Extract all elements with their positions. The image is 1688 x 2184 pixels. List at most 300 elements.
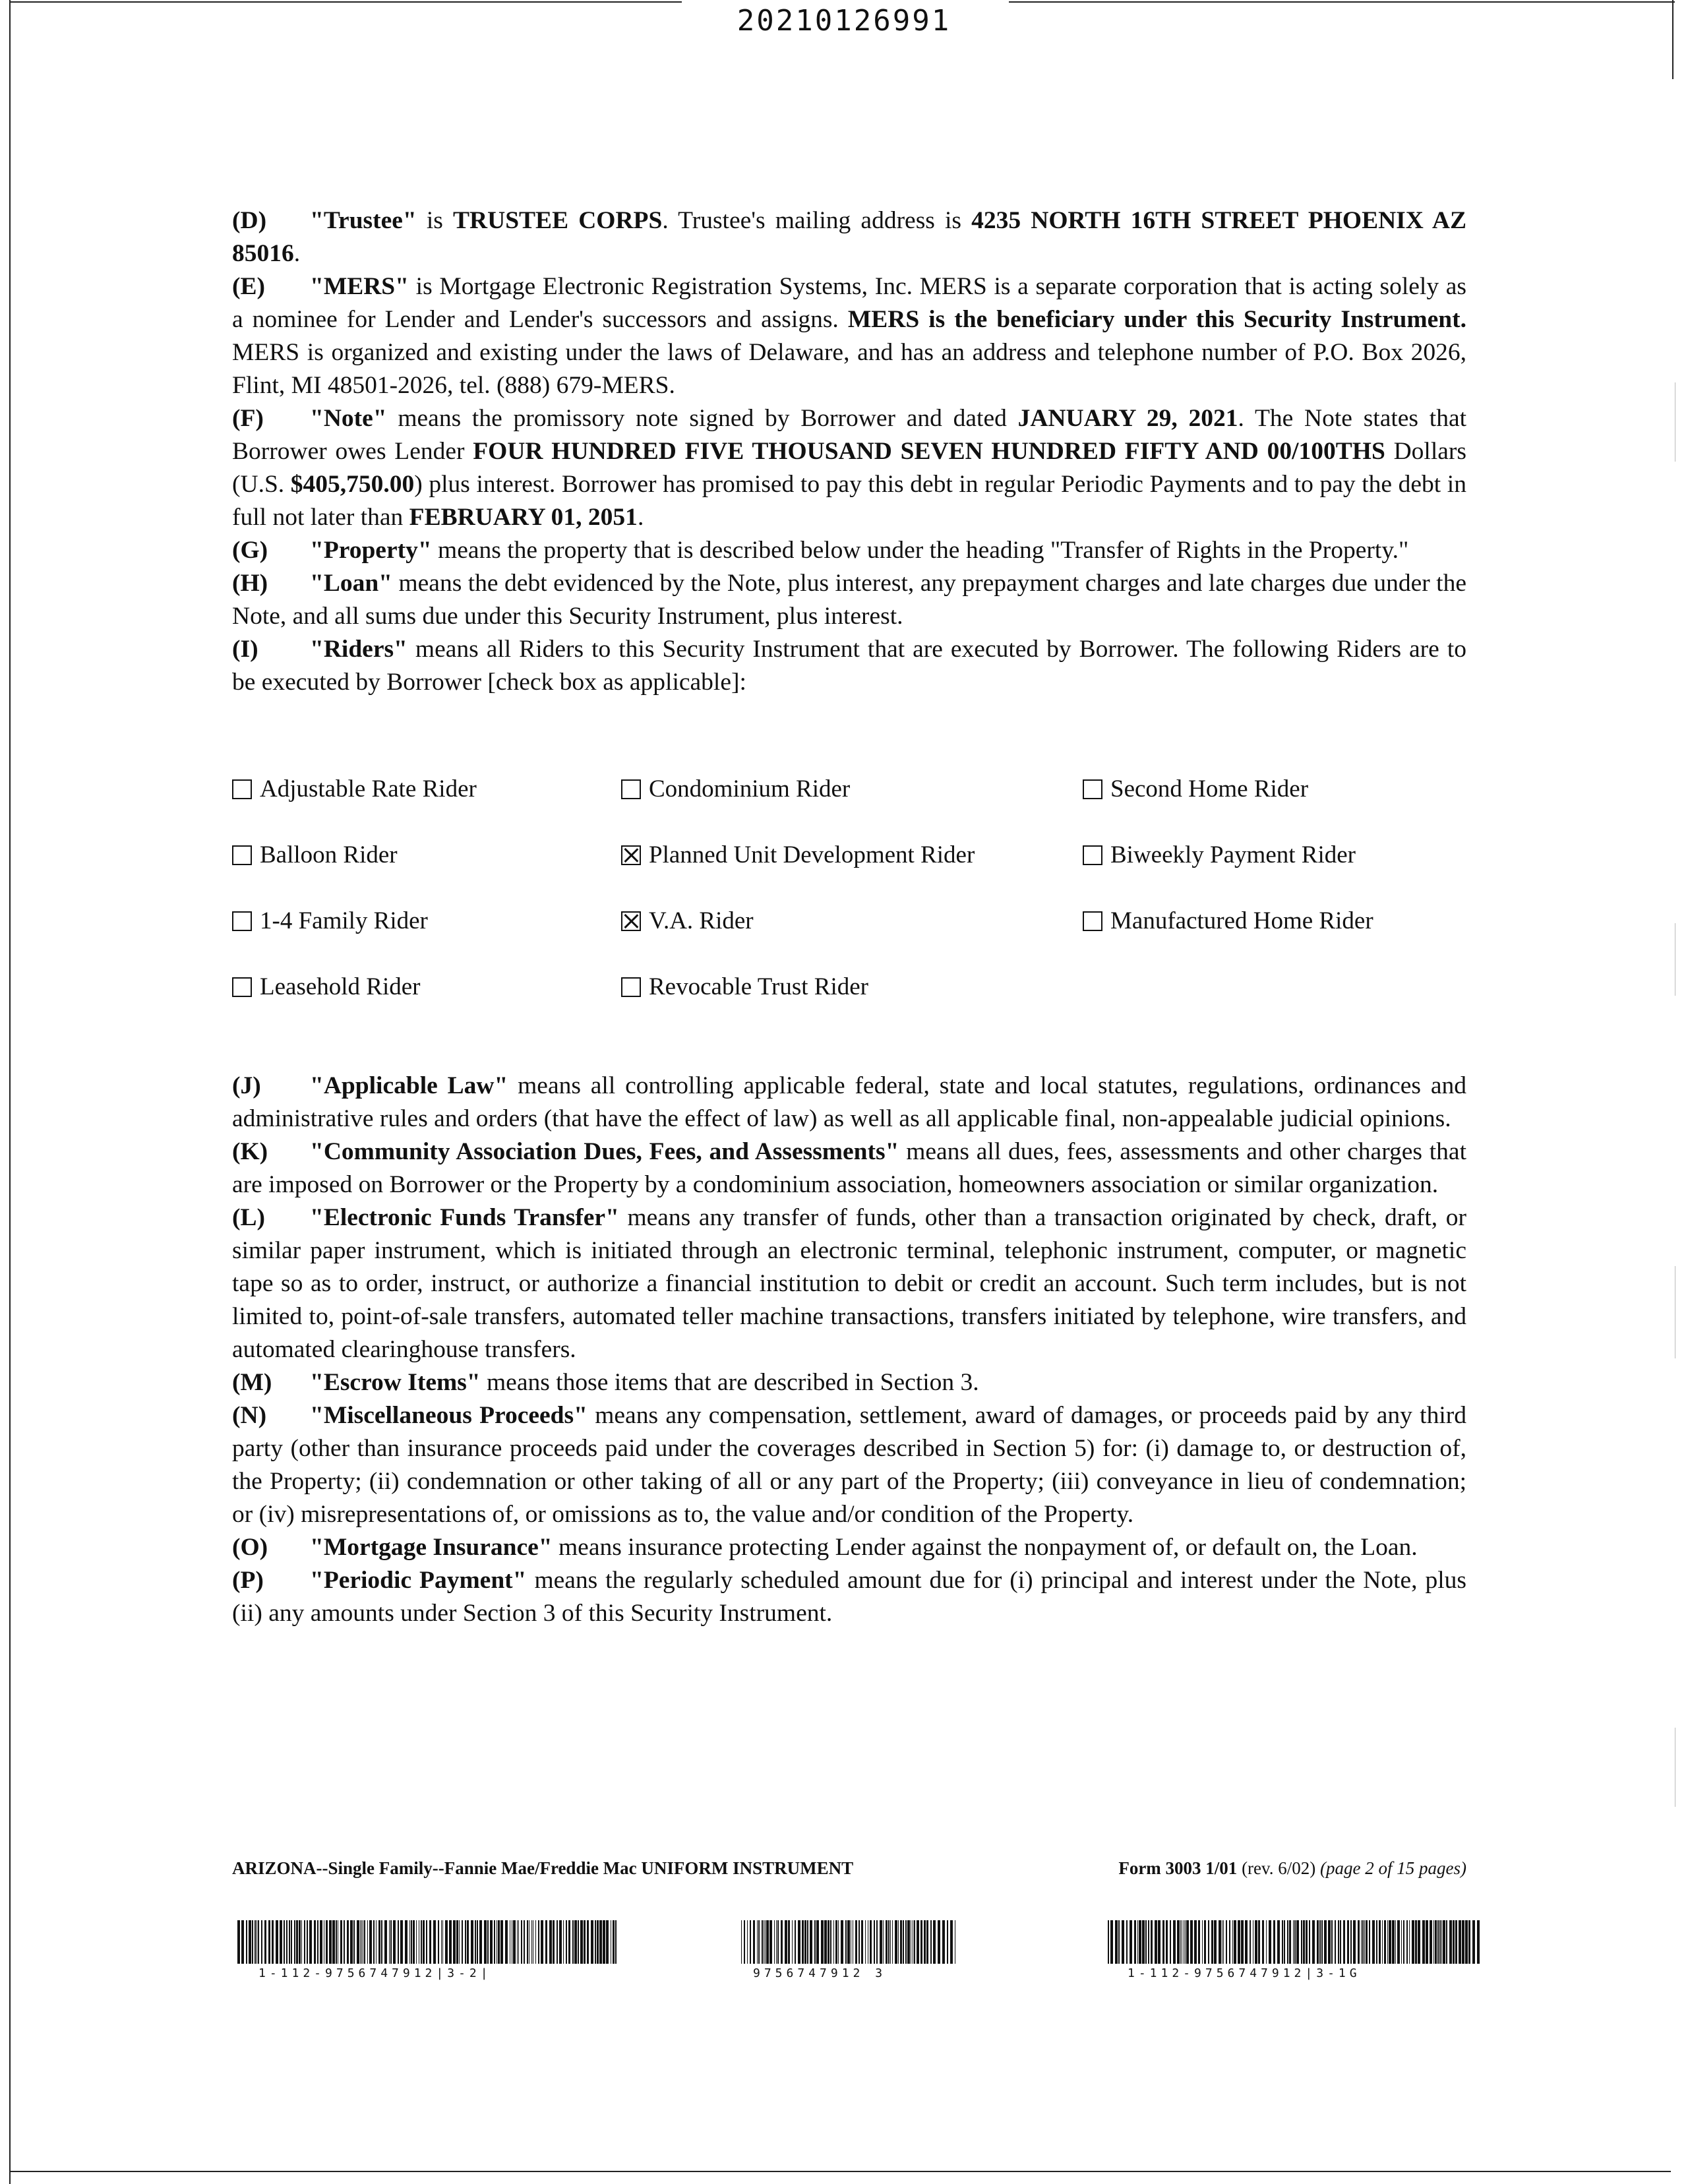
barcode-bar	[475, 1920, 476, 1964]
barcode-center-label: 9756747912 3	[753, 1966, 887, 1980]
barcode-bar	[1415, 1920, 1417, 1964]
barcode-bar	[1353, 1920, 1356, 1964]
definition-emphasis: "Mortgage Insurance"	[310, 1534, 553, 1561]
empty-checkbox-icon	[232, 911, 252, 931]
definition-emphasis: TRUSTEE CORPS	[453, 207, 663, 234]
barcode-bar	[603, 1920, 605, 1964]
barcode-bar	[462, 1920, 463, 1964]
barcode-bar	[1273, 1920, 1275, 1964]
barcode-bar	[1319, 1920, 1321, 1964]
page-border	[9, 1, 682, 3]
barcode-bar	[378, 1920, 380, 1964]
barcode-bar	[1126, 1920, 1128, 1964]
definition-text: means any transfer of funds, other than a transaction originated by check, draft, or similar paper instrument, which is initiated through an electronic terminal, telephonic instrument, computer, or magnetic tape so as to order, instruct, or authorize a financial institution to debit or credit an account. Such term includes, but is not limited to, point-of-sale transfers, automated teller machine transactions, transfers initiated by telephone, wire transfers, and automated clearinghouse transfers.	[232, 1204, 1466, 1363]
barcode-bar	[1358, 1920, 1360, 1964]
barcode-bar	[416, 1920, 417, 1964]
barcode-bar	[1312, 1920, 1315, 1964]
barcode-bar	[1301, 1920, 1302, 1964]
barcode-bar	[1241, 1920, 1244, 1964]
barcode-bar	[361, 1920, 362, 1964]
definition-text: means all Riders to this Security Instrument that are executed by Borrower. The following Riders are to be executed by Borrower [check box as applicable]:	[232, 636, 1466, 696]
barcode-bar	[1433, 1920, 1434, 1964]
barcode-bar	[1151, 1920, 1153, 1964]
barcode-bar	[1347, 1920, 1349, 1964]
rider-label: Balloon Rider	[260, 841, 398, 868]
barcode-bar	[367, 1920, 368, 1964]
barcode-bar	[1262, 1920, 1264, 1964]
barcode-bar	[1269, 1920, 1271, 1964]
barcode-bar	[429, 1920, 431, 1964]
barcode-bar	[584, 1920, 586, 1964]
barcode-bar	[1453, 1920, 1455, 1964]
barcode-right	[1108, 1920, 1484, 1964]
barcode-bar	[477, 1920, 478, 1964]
barcode-bar	[1130, 1920, 1132, 1964]
barcode-bar	[1418, 1920, 1420, 1964]
barcode-bar	[876, 1920, 878, 1964]
barcode-bar	[456, 1920, 458, 1964]
barcode-bar	[465, 1920, 466, 1964]
barcode-bar	[258, 1920, 259, 1964]
barcode-bar	[304, 1920, 305, 1964]
barcode-bar	[438, 1920, 439, 1964]
barcode-bar	[264, 1920, 266, 1964]
barcode-bar	[249, 1920, 251, 1964]
barcode-bar	[798, 1920, 800, 1964]
footer-revision: (rev. 6/02)	[1242, 1858, 1316, 1878]
barcode-bar	[360, 1920, 361, 1964]
definition-label: (G)	[232, 537, 268, 564]
rider-option	[1083, 905, 1485, 938]
barcode-bar	[1321, 1920, 1323, 1964]
barcode-bar	[1384, 1920, 1386, 1964]
barcode-bar	[1317, 1920, 1319, 1964]
definition-label: (N)	[232, 1402, 267, 1429]
definition-emphasis: 4235 NORTH 16TH STREET PHOENIX AZ 85016	[232, 207, 1466, 267]
barcode-bar	[1277, 1920, 1280, 1964]
barcode-bar	[924, 1920, 926, 1964]
barcode-bar	[578, 1920, 579, 1964]
barcode-bar	[261, 1920, 262, 1964]
barcode-bar	[252, 1920, 253, 1964]
barcode-bar	[950, 1920, 953, 1964]
barcode-bar	[1198, 1920, 1200, 1964]
barcode-bar	[1382, 1920, 1383, 1964]
barcode-bar	[291, 1920, 292, 1964]
barcode-bar	[467, 1920, 469, 1964]
definition-paragraph	[232, 1201, 1466, 1366]
definition-emphasis: "MERS"	[310, 273, 409, 300]
barcode-bar	[1364, 1920, 1365, 1964]
barcode-bar	[1122, 1920, 1124, 1964]
barcode-bar	[595, 1920, 596, 1964]
barcode-bar	[1142, 1920, 1145, 1964]
definition-emphasis: "Loan"	[310, 570, 393, 597]
barcode-bar	[294, 1920, 295, 1964]
riders-checklist	[232, 773, 1485, 1004]
barcode-bar	[1387, 1920, 1388, 1964]
barcode-bar	[774, 1920, 775, 1964]
barcode-bar	[580, 1920, 583, 1964]
empty-checkbox-icon	[621, 779, 641, 799]
barcode-bar	[861, 1920, 863, 1964]
rider-label: Revocable Trust Rider	[649, 973, 868, 1000]
empty-checkbox-icon	[232, 977, 252, 997]
definition-paragraph	[232, 567, 1466, 633]
barcode-bar	[1115, 1920, 1118, 1964]
barcode-bar	[531, 1920, 532, 1964]
barcode-bar	[900, 1920, 902, 1964]
rider-label: Planned Unit Development Rider	[649, 841, 975, 868]
barcode-bar	[1422, 1920, 1425, 1964]
rider-label: Adjustable Rate Rider	[260, 775, 477, 803]
barcode-bar	[824, 1920, 827, 1964]
footer-instrument-title: ARIZONA--Single Family--Fannie Mae/Freddie Mac UNIFORM INSTRUMENT	[232, 1858, 854, 1878]
barcode-bar	[505, 1920, 508, 1964]
footer-form-number: Form 3003 1/01	[1118, 1858, 1238, 1878]
definition-text: means the property that is described below under the heading "Transfer of Rights in the Property."	[431, 537, 1409, 564]
barcode-bar	[1190, 1920, 1193, 1964]
barcode-bar	[1294, 1920, 1296, 1964]
barcode-bar	[441, 1920, 442, 1964]
barcode-bar	[591, 1920, 593, 1964]
barcode-bar	[317, 1920, 318, 1964]
barcode-bar	[1245, 1920, 1248, 1964]
definition-text: . Trustee's mailing address is	[662, 207, 972, 234]
barcode-bar	[821, 1920, 824, 1964]
definition-text: means the regularly scheduled amount due for (i) principal and interest under the Note, plus (ii) any amounts under Section 3 of this Security Instrument.	[232, 1567, 1466, 1627]
definition-text: means those items that are described in Section 3.	[480, 1369, 979, 1396]
empty-checkbox-icon	[232, 779, 252, 799]
definition-text: ) plus interest. Borrower has promised to pay this debt in regular Periodic Payments and to pay the debt in full not later than	[232, 471, 1466, 531]
definition-emphasis: JANUARY 29, 2021	[1017, 405, 1238, 432]
definition-paragraph	[232, 204, 1466, 270]
barcode-bar	[400, 1920, 403, 1964]
barcode-bar	[494, 1920, 495, 1964]
barcode-bar	[272, 1920, 274, 1964]
barcode-bar	[405, 1920, 407, 1964]
barcode-bar	[409, 1920, 410, 1964]
rider-option	[621, 839, 1083, 872]
barcode-bar	[859, 1920, 860, 1964]
rider-label: 1-4 Family Rider	[260, 907, 428, 934]
barcode-bar	[353, 1920, 355, 1964]
barcode-bar	[1361, 1920, 1362, 1964]
barcode-bar	[1194, 1920, 1197, 1964]
definition-label: (F)	[232, 405, 264, 432]
barcode-bar	[284, 1920, 285, 1964]
barcode-bar	[1180, 1920, 1181, 1964]
definition-emphasis: "Electronic Funds Transfer"	[310, 1204, 619, 1231]
definition-paragraph	[232, 1136, 1466, 1201]
barcode-bar	[828, 1920, 829, 1964]
barcode-bar	[1287, 1920, 1288, 1964]
barcode-bar	[344, 1920, 345, 1964]
barcode-bar	[807, 1920, 808, 1964]
barcode-bar	[241, 1920, 244, 1964]
barcode-bar	[1293, 1920, 1294, 1964]
rider-option	[232, 971, 621, 1004]
barcode-bar	[1389, 1920, 1391, 1964]
barcode-bar	[471, 1920, 473, 1964]
barcode-bar	[1465, 1920, 1468, 1964]
barcode-bar	[518, 1920, 519, 1964]
barcode-bar	[835, 1920, 837, 1964]
barcode-bar	[381, 1920, 382, 1964]
rider-option	[232, 839, 621, 872]
rider-option	[232, 905, 621, 938]
barcode-bar	[1459, 1920, 1461, 1964]
barcode-bar	[1219, 1920, 1221, 1964]
definition-emphasis: "Applicable Law"	[310, 1072, 508, 1099]
definition-emphasis: FOUR HUNDRED FIVE THOUSAND SEVEN HUNDRED FIFTY AND 00/100THS	[473, 438, 1385, 465]
barcode-bar	[563, 1920, 564, 1964]
barcode-bar	[814, 1920, 816, 1964]
definition-paragraph	[232, 633, 1466, 699]
barcode-right-label: 1-112-9756747912|3-1G	[1128, 1966, 1361, 1980]
barcode-bar	[479, 1920, 482, 1964]
barcode-bar	[421, 1920, 422, 1964]
barcode-bar	[1185, 1920, 1186, 1964]
barcode-bar	[753, 1920, 755, 1964]
barcode-bar	[1118, 1920, 1120, 1964]
barcode-bar	[336, 1920, 337, 1964]
definition-emphasis: "Community Association Dues, Fees, and Assessments"	[310, 1138, 899, 1165]
definition-emphasis: "Escrow Items"	[310, 1369, 481, 1396]
definition-paragraph	[232, 1366, 1466, 1399]
barcode-bar	[545, 1920, 547, 1964]
barcode-bar	[1208, 1920, 1209, 1964]
page-border	[9, 2171, 1671, 2172]
definition-text: is	[416, 207, 454, 234]
barcode-bar	[398, 1920, 399, 1964]
definition-emphasis: $405,750.00	[290, 471, 415, 498]
barcode-left-label: 1-112-9756747912|3-2|	[258, 1966, 492, 1980]
definition-text: is Mortgage Electronic Registration Systems, Inc. MERS is a separate corporation that is acting solely as a nominee for Lender and Lender's successors and assigns.	[232, 273, 1466, 333]
barcode-bar	[280, 1920, 282, 1964]
barcode-bar	[1395, 1920, 1396, 1964]
barcode-bar	[1441, 1920, 1442, 1964]
rider-option	[621, 905, 1083, 938]
barcode-bar	[597, 1920, 599, 1964]
definition-paragraph	[232, 534, 1466, 567]
barcode-bar	[1266, 1920, 1267, 1964]
barcode-bar	[1446, 1920, 1447, 1964]
barcode-bar	[615, 1920, 617, 1964]
barcode-bar	[553, 1920, 555, 1964]
barcode-bar	[426, 1920, 427, 1964]
rider-label: Leasehold Rider	[260, 973, 421, 1000]
barcode-bar	[289, 1920, 290, 1964]
definition-emphasis: "Miscellaneous Proceeds"	[310, 1402, 588, 1429]
barcode-bar	[750, 1920, 751, 1964]
barcode-bar	[373, 1920, 375, 1964]
barcode-bar	[1137, 1920, 1138, 1964]
barcode-bar	[1426, 1920, 1428, 1964]
barcode-bar	[830, 1920, 831, 1964]
barcode-bar	[587, 1920, 589, 1964]
barcode-bar	[538, 1920, 539, 1964]
barcode-bar	[1331, 1920, 1333, 1964]
barcode-bar	[393, 1920, 396, 1964]
barcode-bar	[907, 1920, 910, 1964]
empty-checkbox-icon	[1083, 911, 1102, 931]
barcode-bar	[1170, 1920, 1171, 1964]
barcode-bar	[326, 1920, 328, 1964]
barcode-bar	[1328, 1920, 1331, 1964]
barcode-bar	[314, 1920, 316, 1964]
barcode-bar	[1214, 1920, 1217, 1964]
definition-label: (K)	[232, 1138, 268, 1165]
rider-option	[1083, 839, 1485, 872]
barcode-bar	[870, 1920, 872, 1964]
barcode-bar	[920, 1920, 922, 1964]
barcode-bar	[804, 1920, 806, 1964]
barcode-bar	[1468, 1920, 1470, 1964]
definition-emphasis: "Note"	[310, 405, 387, 432]
rider-option	[232, 773, 621, 806]
barcode-bar	[1403, 1920, 1404, 1964]
barcode-bar	[255, 1920, 256, 1964]
barcode-bar	[888, 1920, 889, 1964]
barcode-bar	[347, 1920, 349, 1964]
barcode-bar	[500, 1920, 503, 1964]
definition-emphasis: "Property"	[310, 537, 432, 564]
barcode-bar	[845, 1920, 847, 1964]
definition-text: MERS is organized and existing under the laws of Delaware, and has an address and telephone number of P.O. Box 2026, Flint, MI 48501-2026, tel. (888) 679-MERS.	[232, 339, 1466, 399]
barcode-bar	[744, 1920, 745, 1964]
barcode-bar	[376, 1920, 377, 1964]
barcode-bar	[1439, 1920, 1441, 1964]
empty-checkbox-icon	[1083, 845, 1102, 865]
page-border	[9, 0, 11, 2184]
barcode-bar	[1472, 1920, 1475, 1964]
rider-option	[1083, 773, 1485, 806]
barcode-bar	[942, 1920, 945, 1964]
barcode-bar	[1258, 1920, 1260, 1964]
definition-paragraph	[232, 1564, 1466, 1630]
definition-label: (M)	[232, 1369, 272, 1396]
barcode-bar	[309, 1920, 312, 1964]
barcode-bar	[1369, 1920, 1370, 1964]
barcode-bar	[886, 1920, 888, 1964]
barcode-bar	[390, 1920, 392, 1964]
barcode-bar	[1303, 1920, 1305, 1964]
barcode-bar	[411, 1920, 412, 1964]
barcode-bar	[905, 1920, 907, 1964]
barcode-bar	[357, 1920, 359, 1964]
barcode-bar	[423, 1920, 425, 1964]
barcode-bar	[320, 1920, 322, 1964]
definition-label: (P)	[232, 1567, 264, 1594]
barcode-bar	[1202, 1920, 1203, 1964]
barcode-bar	[524, 1920, 525, 1964]
barcode-bar	[527, 1920, 528, 1964]
barcode-bar	[1455, 1920, 1457, 1964]
barcode-bar	[1296, 1920, 1299, 1964]
barcode-bar	[895, 1920, 897, 1964]
form-footer	[232, 1858, 1466, 1879]
barcode-bar	[268, 1920, 270, 1964]
barcode-bar	[1166, 1920, 1168, 1964]
barcode-bar	[442, 1920, 443, 1964]
barcode-bar	[513, 1920, 516, 1964]
barcode-bar	[246, 1920, 247, 1964]
barcode-bar	[296, 1920, 298, 1964]
barcode-bar	[917, 1920, 919, 1964]
barcode-bar	[1223, 1920, 1224, 1964]
barcode-bar	[541, 1920, 543, 1964]
barcode-bar	[757, 1920, 758, 1964]
barcode-bar	[890, 1920, 891, 1964]
barcode-bar	[1412, 1920, 1414, 1964]
barcode-bar	[1392, 1920, 1395, 1964]
barcode-bar	[1204, 1920, 1206, 1964]
barcode-bar	[487, 1920, 489, 1964]
barcode-bar	[898, 1920, 899, 1964]
definition-emphasis: MERS is the beneficiary under this Security Instrument.	[847, 306, 1466, 333]
barcode-bar	[947, 1920, 948, 1964]
definitions-part-2	[232, 1070, 1466, 1630]
definition-text: . The Note states that Borrower owes Lender	[232, 405, 1467, 465]
barcode-bar	[1324, 1920, 1327, 1964]
rider-label: V.A. Rider	[649, 907, 754, 934]
barcode-bar	[933, 1920, 936, 1964]
definition-text: .	[637, 504, 644, 531]
barcode-bar	[1177, 1920, 1180, 1964]
barcode-bar	[1229, 1920, 1230, 1964]
barcode-bar	[1284, 1920, 1285, 1964]
barcode-bar	[237, 1920, 240, 1964]
barcode-bar	[286, 1920, 287, 1964]
barcode-bar	[785, 1920, 787, 1964]
definition-text: means any compensation, settlement, award of damages, or proceeds paid by any third party (other than insurance proceeds paid under the coverages described in Section 5) for: (i) damage to, or destruction of, the Property; (ii) condemnation or other taking of all or any part of the Property; (iii) conveyance in lieu of condemnation; or (iv) misrepresentations of, or omissions as to, the value and/or condition of the Property.	[232, 1402, 1466, 1528]
barcode-bar	[1435, 1920, 1437, 1964]
empty-checkbox-icon	[1083, 779, 1102, 799]
barcode-bar	[1430, 1920, 1432, 1964]
barcode-bar	[747, 1920, 748, 1964]
definition-text: means the promissory note signed by Borrower and dated	[386, 405, 1018, 432]
barcode-bar	[484, 1920, 487, 1964]
barcode-bar	[883, 1920, 884, 1964]
barcode-bar	[855, 1920, 857, 1964]
barcode-bar	[433, 1920, 436, 1964]
barcode-bar	[340, 1920, 342, 1964]
footer-page-number: (page 2 of 15 pages)	[1320, 1858, 1466, 1878]
definition-text: means the debt evidenced by the Note, plus interest, any prepayment charges and late charges due under the Note, and all sums due under this Security Instrument, plus interest.	[232, 570, 1466, 630]
barcode-bar	[1409, 1920, 1410, 1964]
barcode-bar	[1234, 1920, 1236, 1964]
barcode-bar	[1462, 1920, 1464, 1964]
barcode-bar	[1406, 1920, 1408, 1964]
barcode-bar	[276, 1920, 278, 1964]
barcode-bar	[892, 1920, 893, 1964]
barcode-bar	[369, 1920, 372, 1964]
barcode-bar	[1238, 1920, 1240, 1964]
barcode-bar	[445, 1920, 448, 1964]
barcode-bar	[1362, 1920, 1364, 1964]
empty-checkbox-icon	[621, 977, 641, 997]
barcode-left	[237, 1920, 620, 1964]
barcode-bar	[758, 1920, 760, 1964]
rider-label: Second Home Rider	[1110, 775, 1309, 803]
barcode-bar	[1343, 1920, 1345, 1964]
barcode-bar	[765, 1920, 766, 1964]
barcode-bar	[781, 1920, 783, 1964]
barcode-bar	[1250, 1920, 1251, 1964]
rider-label: Condominium Rider	[649, 775, 851, 803]
barcode-bar	[1158, 1920, 1160, 1964]
